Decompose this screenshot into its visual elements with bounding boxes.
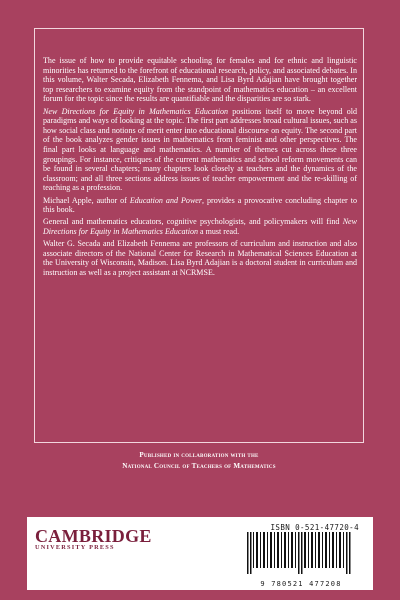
- published-note: [34, 450, 364, 472]
- paragraph-audience-a: General and mathematics educators, cognitive psychologists, and policymakers will find: [43, 217, 343, 227]
- paragraph-audience: [43, 217, 357, 236]
- barcode-digits: 9 780521 477208: [260, 580, 342, 588]
- paragraph-intro: [43, 56, 357, 104]
- book-title-italic: New Directions for Equity in Mathematics Education: [43, 106, 228, 116]
- paragraph-intro-text: The issue of how to provide equitable schooling for females and for ethnic and linguistic minorities has returned to the forefront of educational research, policy, and associated debates. In this volume, Walter Secada, Elizabeth Fennema, and Lisa Byrd Adajian have brought together top researchers to examine equity from the standpoint of mathematics education – an excellent forum for the topic since the results are quantifiable and the disparities are so stark.: [43, 56, 357, 104]
- published-line-2: National Council of Teachers of Mathematics: [122, 462, 276, 470]
- paragraph-apple: [43, 196, 357, 215]
- paragraph-apple-b: , provides a provocative concluding chapter to this book.: [43, 195, 357, 215]
- cambridge-logo: [35, 526, 152, 551]
- paragraph-apple-a: Michael Apple, author of: [43, 195, 130, 205]
- description-text: [43, 56, 357, 277]
- publisher-name: CAMBRIDGE: [35, 526, 152, 546]
- barcode-icon: [247, 532, 359, 580]
- paragraph-authors: [43, 239, 357, 277]
- paragraph-authors-text: Walter G. Secada and Elizabeth Fennema are professors of curriculum and instruction and also associate directors of the National Center for Research in Mathematical Sciences Education at the University of Wisconsin, Madison. Lisa Byrd Adajian is a doctoral student in curriculum and instruction as well as a project assistant at NCRMSE.: [43, 239, 357, 277]
- paragraph-audience-b: a must read.: [198, 226, 240, 236]
- paragraph-book-overview: [43, 107, 357, 193]
- publisher-band: [27, 517, 373, 590]
- paragraph-book-overview-text: positions itself to move beyond old paradigms and ways of looking at the topic. The first part addresses broad cultural issues, such as how social class and notions of merit enter into educational discourse on equity. The second part of the book analyzes gender issues in mathematics from feminist and other perspectives. The final part looks at language and mathematics. A number of themes cut across these three groupings. For instance, critiques of the current mathematics and school reform movements can be found in several chapters; many chapters look closely at teachers and the dynamics of the classroom; and all three sections address issues of teacher empowerment and the re-skilling of teaching as a profession.: [43, 106, 357, 193]
- publisher-subname: UNIVERSITY PRESS: [35, 544, 115, 551]
- isbn-label: ISBN 0-521-47720-4: [270, 523, 359, 532]
- apple-book-title: Education and Power: [129, 195, 203, 205]
- audience-book-title: New Directions for Equity in Mathematics Education: [43, 217, 357, 236]
- published-line-1: Published in collaboration with the: [139, 451, 259, 459]
